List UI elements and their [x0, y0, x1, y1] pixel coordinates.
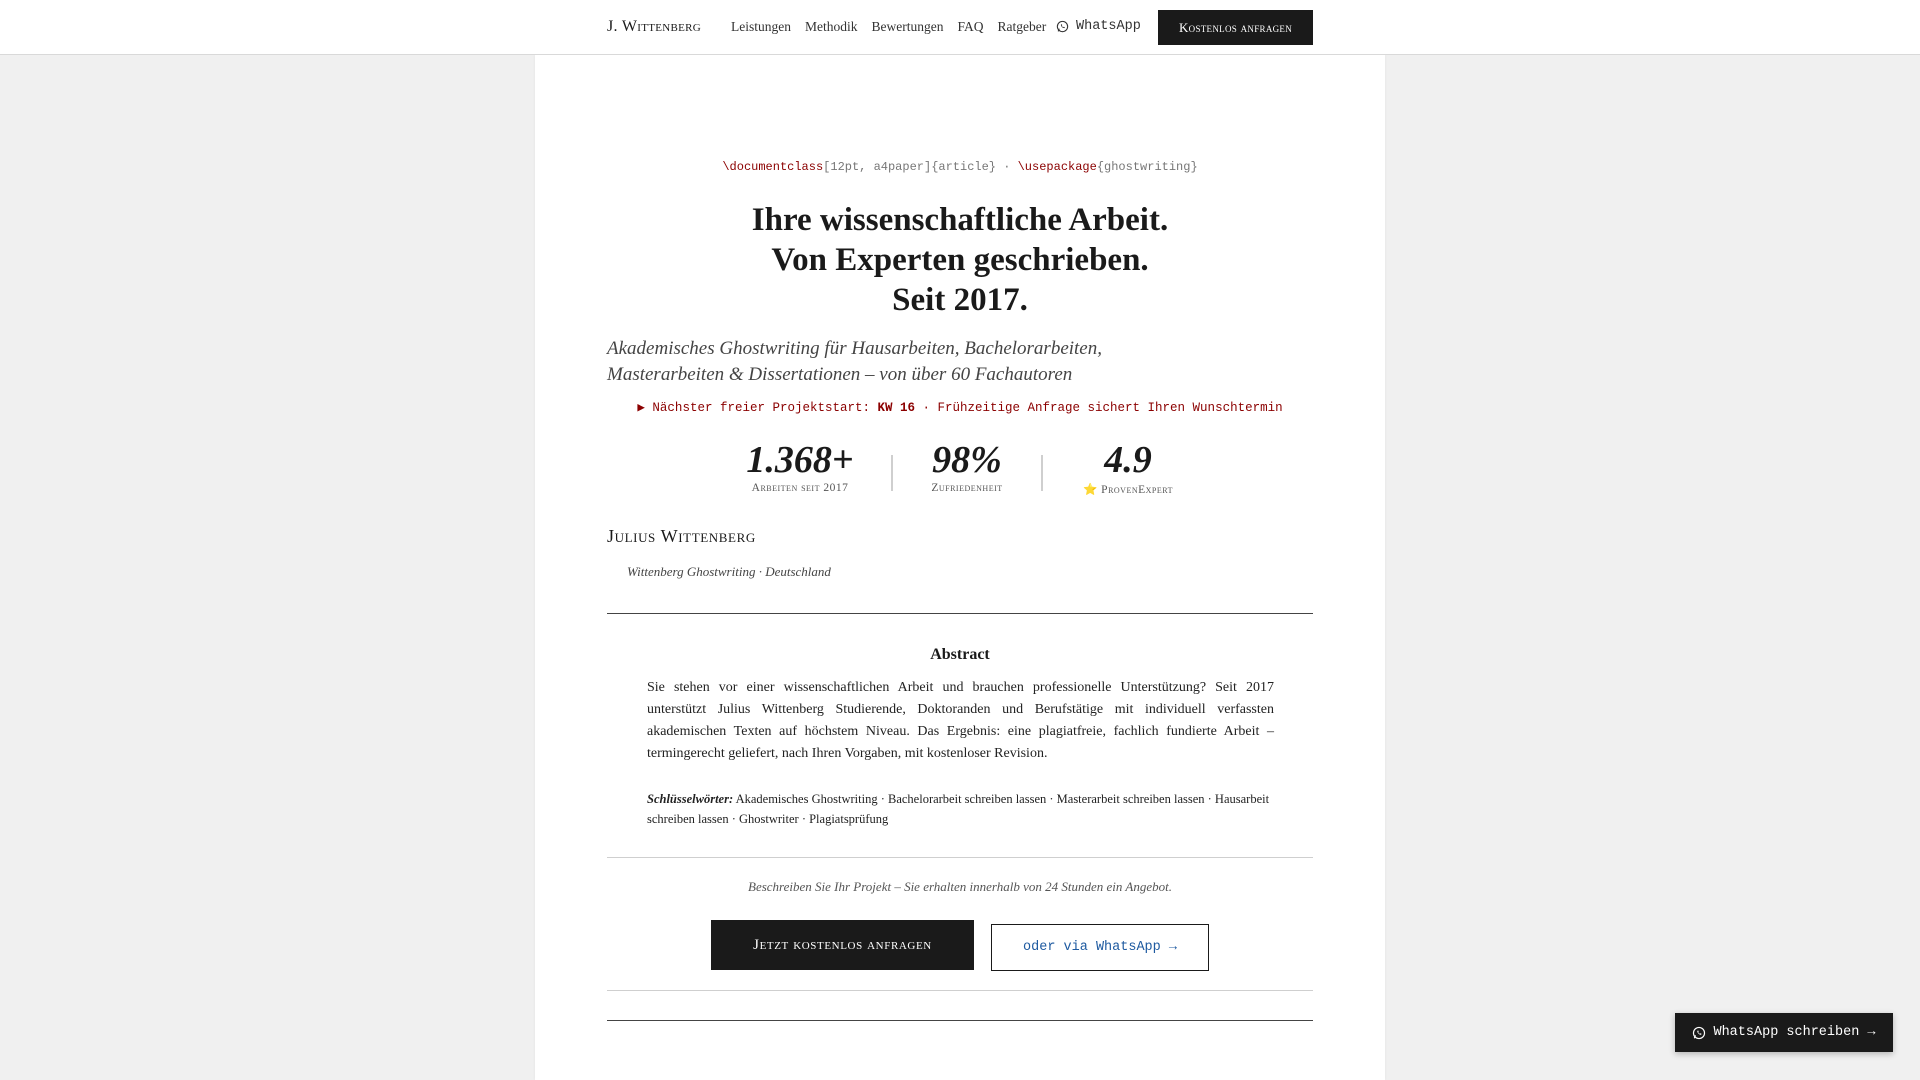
divider [607, 613, 1313, 614]
author-affiliation: Wittenberg Ghostwriting · Deutschland [627, 564, 831, 579]
keywords [647, 789, 1274, 829]
nav-link-leistungen[interactable]: Leistungen [731, 19, 791, 34]
top-navigation-bar [0, 0, 1920, 55]
page-title [0, 200, 1920, 320]
latex-header [0, 160, 1920, 174]
cta-note: Beschreiben Sie Ihr Projekt – Sie erhalten innerhalb von 24 Stunden ein Angebot. [748, 879, 1172, 894]
divider [607, 1020, 1313, 1021]
latex-separator: · [996, 160, 1018, 174]
nav-links [731, 19, 1060, 35]
keywords-list: Akademisches Ghostwriting · Bachelorarbeit schreiben lassen · Masterarbeit schreiben lassen · Hausarbeit schreiben lassen · Ghostwriter · Plagiatsprüfung [647, 792, 1270, 826]
headline-line-2: Von Experten geschrieben. [771, 242, 1149, 278]
next-start-prefix: ▶ Nächster freier Projektstart: [637, 401, 870, 415]
nav-link-methodik[interactable]: Methodik [805, 19, 858, 34]
headline-line-3: Seit 2017. [892, 282, 1028, 318]
stat-rating [1073, 438, 1183, 496]
stat-divider [891, 455, 893, 491]
floating-whatsapp-button[interactable] [1675, 1013, 1893, 1052]
request-free-button[interactable]: Jetzt kostenlos anfragen [711, 920, 974, 970]
whatsapp-cta-button[interactable]: oder via WhatsApp → [991, 924, 1209, 971]
stat-divider [1041, 455, 1043, 491]
stat-projects [735, 438, 865, 494]
stat-value: 1.368+ [746, 439, 854, 481]
stat-label: Arbeiten seit 2017 [751, 482, 849, 494]
keywords-label: Schlüsselwörter: [647, 792, 734, 806]
nav-whatsapp-link[interactable] [1056, 19, 1141, 34]
hero-subtitle: Akademisches Ghostwriting für Hausarbeiten, Bachelorarbeiten, Masterarbeiten & Dissertationen – von über 60 Fachautoren [607, 338, 1102, 385]
nav-cta-button[interactable]: Kostenlos anfragen [1158, 10, 1313, 45]
stat-satisfaction [912, 438, 1022, 494]
nav-link-bewertungen[interactable]: Bewertungen [871, 19, 944, 34]
brand-logo[interactable]: J. Wittenberg [607, 18, 702, 35]
stat-label: ⭐ ProvenExpert [1082, 484, 1174, 496]
nav-link-ratgeber[interactable]: Ratgeber [997, 19, 1047, 34]
next-start-week: KW 16 [877, 401, 915, 415]
abstract-title: Abstract [930, 646, 990, 663]
headline-line-1: Ihre wissenschaftliche Arbeit. [751, 202, 1169, 238]
next-start-suffix: · Frühzeitige Anfrage sichert Ihren Wunschtermin [922, 401, 1283, 415]
latex-command-usepackage: \usepackage [1017, 160, 1097, 174]
author-name: Julius Wittenberg [607, 526, 756, 546]
whatsapp-icon [1692, 1026, 1706, 1040]
stat-value: 4.9 [1104, 439, 1152, 481]
latex-args-documentclass: [12pt, a4paper]{article} [823, 160, 996, 174]
stat-label: Zufriedenheit [931, 482, 1003, 494]
floating-whatsapp-label: WhatsApp schreiben → [1713, 1025, 1876, 1040]
stats-row [0, 438, 1920, 498]
abstract-text: Sie stehen vor einer wissenschaftlichen Arbeit und brauchen professionelle Unterstützung? Seit 2017 unterstützt Julius Wittenberg Studierende, Doktoranden und Berufstätige mit individuell verfassten akademischen Texten auf höchstem Niveau. Das Ergebnis: eine plagiatfreie, fachlich fundierte Arbeit – termingerecht geliefert, nach Ihren Vorgaben, mit kostenloser Revision. [647, 680, 1274, 761]
divider [607, 857, 1313, 858]
nav-link-faq[interactable]: FAQ [957, 19, 984, 34]
nav-whatsapp-label: WhatsApp [1076, 19, 1141, 34]
divider [607, 990, 1313, 991]
latex-command-documentclass: \documentclass [722, 160, 824, 174]
stat-value: 98% [932, 439, 1002, 481]
next-project-start-notice [0, 399, 1920, 415]
whatsapp-icon [1056, 20, 1069, 33]
latex-args-usepackage: {ghostwriting} [1096, 160, 1198, 174]
